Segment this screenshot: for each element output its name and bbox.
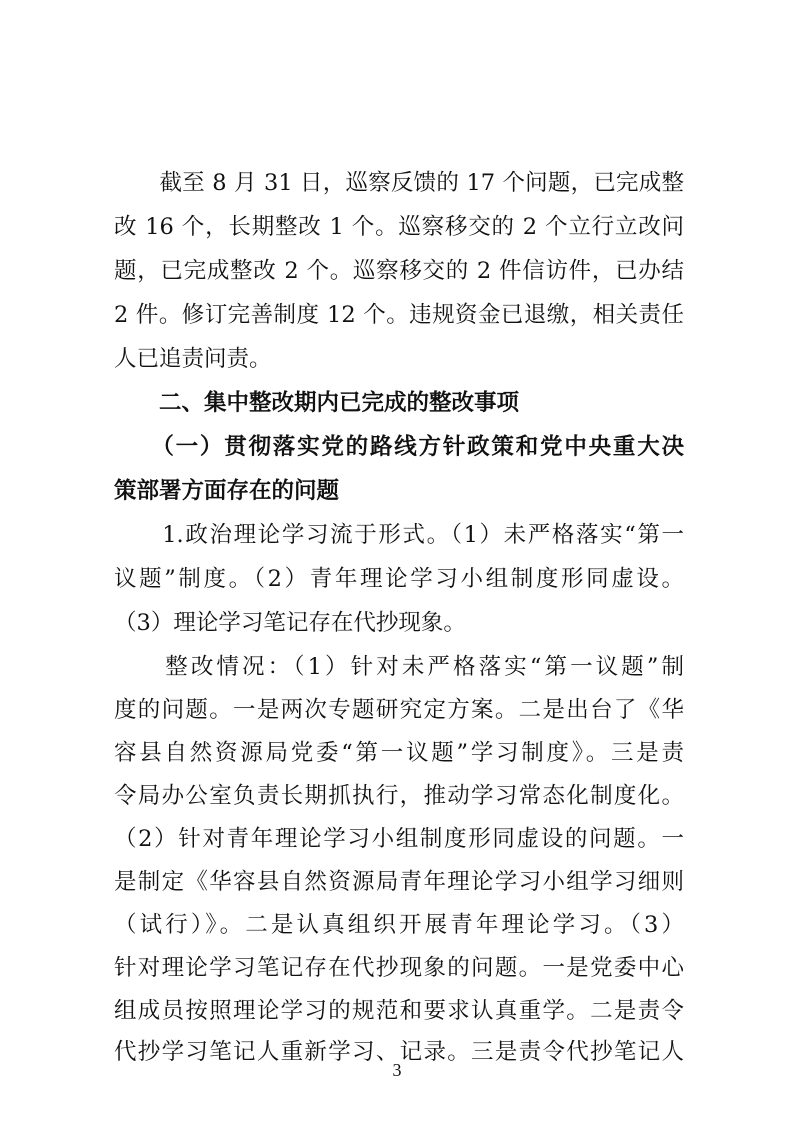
paragraph-line: 容县自然资源局党委“第一议题”学习制度》。三是责 (114, 739, 684, 766)
subsection-heading: 策部署方面存在的问题 (114, 477, 340, 504)
paragraph-line: 是制定《华容县自然资源局青年理论学习小组学习细则 (114, 868, 684, 895)
paragraph-line: 议题”制度。（2）青年理论学习小组制度形同虚设。 (114, 565, 684, 592)
paragraph-line: 截至 8 月 31 日，巡察反馈的 17 个问题，已完成整 (114, 169, 684, 196)
page-number: 3 (392, 1060, 402, 1080)
paragraph-line: （试行）》。二是认真组织开展青年理论学习。（3） (114, 911, 684, 938)
paragraph-line: 代抄学习笔记人重新学习、记录。三是责令代抄笔记人 (114, 1038, 684, 1065)
paragraph-line: 改 16 个，长期整改 1 个。巡察移交的 2 个立行立改问 (114, 213, 684, 240)
subsection-heading: （一）贯彻落实党的路线方针政策和党中央重大决 (114, 433, 684, 460)
paragraph-line: 针对理论学习笔记存在代抄现象的问题。一是党委中心 (114, 954, 684, 981)
paragraph-line: 人已追责问责。 (114, 345, 272, 372)
paragraph-line: 1.政治理论学习流于形式。（1）未严格落实“第一 (114, 521, 684, 548)
paragraph-line: （3）理论学习笔记存在代抄现象。 (114, 609, 466, 636)
paragraph-line: 题，已完成整改 2 个。巡察移交的 2 件信访件，已办结 (114, 257, 684, 284)
paragraph-line: 2 件。修订完善制度 12 个。违规资金已退缴，相关责任 (114, 301, 684, 328)
section-heading: 二、集中整改期内已完成的整改事项 (114, 389, 520, 416)
paragraph-line: 度的问题。一是两次专题研究定方案。二是出台了《华 (114, 696, 684, 723)
paragraph-line: （2）针对青年理论学习小组制度形同虚设的问题。一 (114, 825, 684, 852)
paragraph-line: 整改情况：（1）针对未严格落实“第一议题”制 (114, 653, 684, 680)
paragraph-line: 令局办公室负责长期抓执行，推动学习常态化制度化。 (114, 782, 684, 809)
paragraph-line: 组成员按照理论学习的规范和要求认真重学。二是责令 (114, 997, 684, 1024)
